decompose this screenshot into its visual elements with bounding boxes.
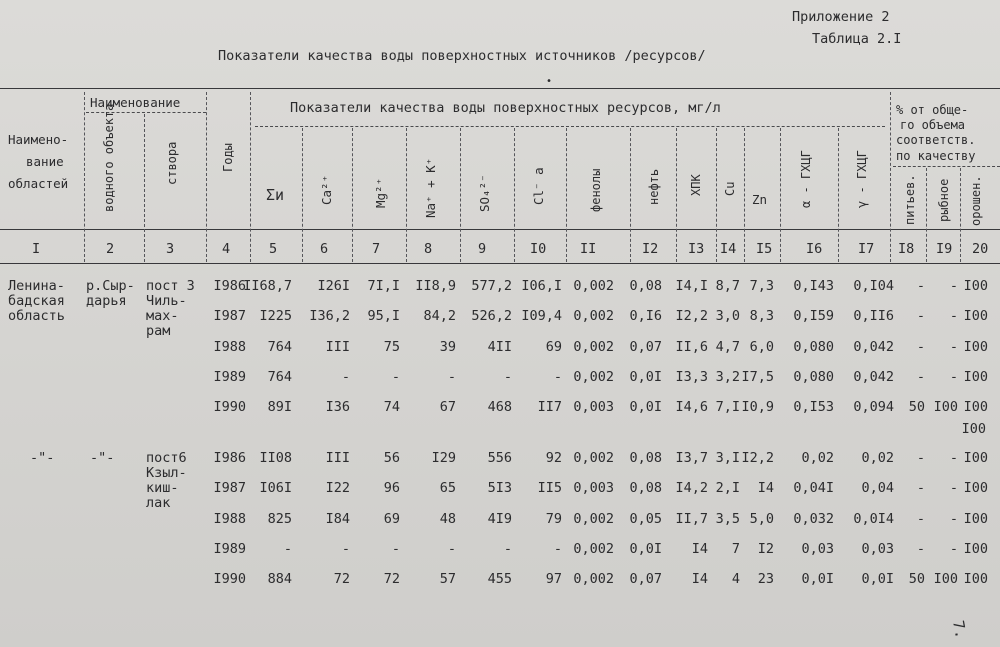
col18-header: питьев. <box>903 174 917 225</box>
col-sep <box>514 128 515 262</box>
value-cell: 95,I <box>367 308 400 325</box>
value-cell: I00 <box>963 278 988 294</box>
col-sep <box>676 128 677 262</box>
col-sep <box>838 128 839 262</box>
value-cell: 0,I53 <box>793 399 834 416</box>
value-cell: 0,003 <box>573 399 614 416</box>
col-sep <box>302 128 303 262</box>
value-cell: I3,7 <box>675 450 708 466</box>
column-number: I <box>32 241 41 257</box>
col-sep <box>744 128 745 262</box>
value-cell: 4,7 <box>715 338 740 355</box>
value-cell: I4,2 <box>675 480 708 497</box>
numbers-bottom-rule <box>0 263 1000 264</box>
value-cell: I7,5 <box>741 368 774 385</box>
value-cell: 0,002 <box>573 278 614 294</box>
value-cell: I00 <box>933 399 958 416</box>
value-cell: - <box>447 368 456 385</box>
water-ditto: -"- <box>90 450 115 466</box>
value-cell: 97 <box>545 571 562 588</box>
percent-header-line3: соответств. <box>896 133 976 147</box>
value-cell: I29 <box>431 450 456 466</box>
quality-group-header: Показатели качества воды поверхностных ресурсов, мг/л <box>290 100 721 116</box>
col9-header: SO₄²⁻ <box>477 174 492 212</box>
value-cell: I00 <box>963 308 988 325</box>
value-cell: - <box>391 540 400 557</box>
value-cell: 0,080 <box>793 368 834 385</box>
value-cell: 0,032 <box>793 510 834 527</box>
station2-name-line2: Кзыл- <box>146 465 187 481</box>
station-name-line4: рам <box>146 323 171 339</box>
value-cell: 56 <box>383 450 400 466</box>
value-cell: 65 <box>439 480 456 497</box>
value-cell: I4,I <box>675 278 708 294</box>
value-cell: 0,I43 <box>793 278 834 294</box>
value-cell: 8,7 <box>715 278 740 294</box>
value-cell: 23 <box>757 571 774 588</box>
value-cell: II5 <box>537 480 562 497</box>
value-cell: 0,04 <box>861 480 894 497</box>
col-sep <box>206 92 207 262</box>
value-cell: 0,094 <box>853 399 894 416</box>
value-cell: 50 <box>908 571 925 588</box>
value-cell: I84 <box>325 510 350 527</box>
value-cell: I4 <box>691 571 708 588</box>
station2-name-line3: киш- <box>146 480 179 496</box>
value-cell: 3,5 <box>715 510 740 527</box>
value-cell: - <box>341 368 350 385</box>
column-number: 4 <box>222 241 231 257</box>
col-sep <box>84 92 85 262</box>
value-cell: 5,0 <box>749 510 774 527</box>
value-cell: 0,002 <box>573 450 614 466</box>
value-cell: 0,08 <box>629 480 662 497</box>
column-number: I4 <box>720 241 737 257</box>
value-cell: 69 <box>545 338 562 355</box>
value-cell: I3,3 <box>675 368 708 385</box>
value-cell: 884 <box>267 571 292 588</box>
stray-mark: • <box>546 76 553 87</box>
value-cell: 0,II6 <box>853 308 894 325</box>
value-cell: 0,0I <box>629 399 662 416</box>
value-cell: - <box>916 308 925 325</box>
value-cell: 0,08 <box>629 278 662 294</box>
value-cell: 69 <box>383 510 400 527</box>
value-cell: 0,0I <box>801 571 834 588</box>
value-cell: 4II <box>487 338 512 355</box>
value-cell: 74 <box>383 399 400 416</box>
value-cell: - <box>503 368 512 385</box>
value-cell: 0,002 <box>573 540 614 557</box>
value-cell: 0,042 <box>853 368 894 385</box>
value-cell: I06,I <box>521 278 562 294</box>
value-cell: 7,I <box>715 399 740 416</box>
station2-name-line4: лак <box>146 495 171 511</box>
water-name-line2: дарья <box>86 293 127 309</box>
percent-header-line1: % от обще- <box>896 103 969 117</box>
value-cell: - <box>916 480 925 497</box>
table-number: Таблица 2.I <box>812 31 902 47</box>
value-cell: 0,0I <box>629 368 662 385</box>
col10-header: Cl⁻ а <box>531 167 546 205</box>
value-cell: I22 <box>325 480 350 497</box>
year-cell: I990 <box>213 399 246 416</box>
value-cell: 5I3 <box>487 480 512 497</box>
col1-header-line1: Наимено- <box>8 132 69 147</box>
col-sep <box>250 92 251 262</box>
value-cell: 7,3 <box>749 278 774 294</box>
value-cell: 0,0I <box>861 571 894 588</box>
column-number: I0 <box>530 241 547 257</box>
col13-header: ХПК <box>689 174 703 196</box>
value-cell: I00 <box>963 540 988 557</box>
value-cell: - <box>391 368 400 385</box>
value-cell: 526,2 <box>471 308 512 325</box>
value-cell: II08 <box>259 450 292 466</box>
value-cell: - <box>949 510 958 527</box>
extra-value: I00 <box>961 421 986 437</box>
value-cell: 0,03 <box>861 540 894 557</box>
col7-header: Mg²⁺ <box>373 177 388 208</box>
value-cell: - <box>503 540 512 557</box>
value-cell: II7 <box>537 399 562 416</box>
value-cell: 3,I <box>715 450 740 466</box>
value-cell: 577,2 <box>471 278 512 294</box>
value-cell: - <box>916 338 925 355</box>
value-cell: 72 <box>333 571 350 588</box>
value-cell: 67 <box>439 399 456 416</box>
value-cell: - <box>283 540 292 557</box>
value-cell: 0,08 <box>629 450 662 466</box>
col1-header-line3: областей <box>8 176 69 191</box>
appendix-label: Приложение 2 <box>792 9 890 25</box>
col-sep <box>960 168 961 262</box>
column-number: I6 <box>806 241 823 257</box>
col4-header: Годы <box>221 143 235 172</box>
value-cell: 3,2 <box>715 368 740 385</box>
value-cell: 48 <box>439 510 456 527</box>
column-number: 6 <box>320 241 329 257</box>
value-cell: 764 <box>267 338 292 355</box>
column-number: I8 <box>898 241 915 257</box>
value-cell: I00 <box>963 399 988 416</box>
value-cell: I00 <box>963 510 988 527</box>
region-ditto: -"- <box>30 450 55 466</box>
col19-header: рыбное <box>937 178 951 222</box>
value-cell: 0,I04 <box>853 278 894 294</box>
year-cell: I988 <box>213 338 246 355</box>
value-cell: 50 <box>908 399 925 416</box>
col-sep <box>406 128 407 262</box>
value-cell: - <box>949 480 958 497</box>
column-number: I5 <box>756 241 773 257</box>
value-cell: - <box>341 540 350 557</box>
station-name-line1: пост 3 <box>146 278 195 294</box>
col-sep <box>352 128 353 262</box>
column-number: 5 <box>269 241 278 257</box>
value-cell: 0,003 <box>573 480 614 497</box>
column-number: 2 <box>106 241 115 257</box>
year-cell: I990 <box>213 571 246 588</box>
col20-header: орошен. <box>969 175 983 226</box>
value-cell: 825 <box>267 510 292 527</box>
col-sep <box>716 128 717 262</box>
value-cell: - <box>949 308 958 325</box>
value-cell: 39 <box>439 338 456 355</box>
value-cell: 0,042 <box>853 338 894 355</box>
value-cell: I2,2 <box>741 450 774 466</box>
value-cell: I00 <box>963 450 988 466</box>
column-number: 7 <box>372 241 381 257</box>
percent-header-line4: по качеству <box>896 149 976 163</box>
region-name-line2: бадская <box>8 293 65 309</box>
header-bottom-rule <box>0 229 1000 230</box>
value-cell: I09,4 <box>521 308 562 325</box>
value-cell: 92 <box>545 450 562 466</box>
value-cell: 0,002 <box>573 338 614 355</box>
value-cell: 0,07 <box>629 571 662 588</box>
col5-header: Σи <box>266 186 285 204</box>
value-cell: I00 <box>963 368 988 385</box>
value-cell: I00 <box>963 338 988 355</box>
year-cell: I989 <box>213 540 246 557</box>
value-cell: 455 <box>487 571 512 588</box>
col1-header-line2: вание <box>26 154 64 169</box>
value-cell: 0,05 <box>629 510 662 527</box>
col6-header: Ca²⁺ <box>319 174 334 205</box>
value-cell: - <box>949 368 958 385</box>
value-cell: 0,I6 <box>629 308 662 325</box>
value-cell: II68,7 <box>243 278 292 294</box>
value-cell: - <box>916 368 925 385</box>
station-name-line2: Чиль- <box>146 293 187 309</box>
value-cell: 468 <box>487 399 512 416</box>
value-cell: 0,03 <box>801 540 834 557</box>
col-sep <box>890 92 891 262</box>
value-cell: 79 <box>545 510 562 527</box>
station-name-line3: мах- <box>146 308 179 324</box>
station2-name-line1: пост6 <box>146 450 187 466</box>
col-sep <box>566 128 567 262</box>
region-name-line3: область <box>8 308 65 324</box>
value-cell: - <box>447 540 456 557</box>
water-name-line1: р.Сыр- <box>86 278 135 294</box>
percent-header-line2: го объема <box>900 118 966 132</box>
col-sep <box>926 168 927 262</box>
value-cell: I2,2 <box>675 308 708 325</box>
value-cell: I00 <box>933 571 958 588</box>
value-cell: 57 <box>439 571 456 588</box>
table-top-rule <box>0 88 1000 89</box>
col8-header: Na⁺ + K⁺ <box>423 157 438 218</box>
value-cell: 0,002 <box>573 510 614 527</box>
value-cell: 3,0 <box>715 308 740 325</box>
value-cell: 7 <box>731 540 740 557</box>
year-cell: I986 <box>213 450 246 466</box>
value-cell: 96 <box>383 480 400 497</box>
column-number: I2 <box>642 241 659 257</box>
page-title: Показатели качества воды поверхностных источников /ресурсов/ <box>218 48 706 64</box>
value-cell: I00 <box>963 480 988 497</box>
value-cell: 7I,I <box>367 278 400 294</box>
value-cell: 84,2 <box>423 308 456 325</box>
value-cell: I4 <box>691 540 708 557</box>
col14-header: Cu <box>723 181 737 196</box>
value-cell: II,6 <box>675 338 708 355</box>
value-cell: 89I <box>267 399 292 416</box>
column-number: I7 <box>858 241 875 257</box>
value-cell: 0,I59 <box>793 308 834 325</box>
col-sep <box>460 128 461 262</box>
year-cell: I989 <box>213 368 246 385</box>
col16-header: α - ГХЦГ <box>799 150 813 208</box>
value-cell: 0,002 <box>573 571 614 588</box>
quality-group-rule <box>255 126 885 127</box>
value-cell: 556 <box>487 450 512 466</box>
value-cell: I26I <box>317 278 350 294</box>
value-cell: 0,0I <box>629 540 662 557</box>
value-cell: 4 <box>731 571 740 588</box>
value-cell: III <box>325 450 350 466</box>
value-cell: I00 <box>963 571 988 588</box>
value-cell: I0,9 <box>741 399 774 416</box>
value-cell: - <box>949 540 958 557</box>
col-sep <box>630 128 631 262</box>
value-cell: - <box>553 368 562 385</box>
col3-header: створа <box>165 141 179 185</box>
value-cell: I2 <box>757 540 774 557</box>
value-cell: - <box>553 540 562 557</box>
value-cell: 0,080 <box>793 338 834 355</box>
col2-header: водного объекта <box>102 103 116 212</box>
value-cell: II,7 <box>675 510 708 527</box>
col17-header: γ - ГХЦГ <box>855 150 869 208</box>
value-cell: - <box>916 510 925 527</box>
value-cell: 764 <box>267 368 292 385</box>
value-cell: 0,0I4 <box>853 510 894 527</box>
value-cell: - <box>916 540 925 557</box>
region-name-line1: Ленина- <box>8 278 65 294</box>
value-cell: - <box>916 278 925 294</box>
value-cell: I225 <box>259 308 292 325</box>
col15-header: Zn <box>752 192 768 207</box>
value-cell: III <box>325 338 350 355</box>
column-number: 9 <box>478 241 487 257</box>
column-number: 20 <box>972 241 989 257</box>
value-cell: I4,6 <box>675 399 708 416</box>
value-cell: - <box>916 450 925 466</box>
value-cell: - <box>949 450 958 466</box>
value-cell: I4 <box>757 480 774 497</box>
year-cell: I987 <box>213 480 246 497</box>
value-cell: 2,I <box>715 480 740 497</box>
column-number: I9 <box>936 241 953 257</box>
column-number: 3 <box>166 241 175 257</box>
value-cell: - <box>949 338 958 355</box>
value-cell: I36 <box>325 399 350 416</box>
value-cell: II8,9 <box>415 278 456 294</box>
year-cell: I987 <box>213 308 246 325</box>
value-cell: 0,002 <box>573 308 614 325</box>
value-cell: 0,04I <box>793 480 834 497</box>
col11-header: фенолы <box>589 168 603 212</box>
value-cell: 72 <box>383 571 400 588</box>
value-cell: 0,07 <box>629 338 662 355</box>
value-cell: 75 <box>383 338 400 355</box>
margin-note: 7. <box>949 618 970 640</box>
percent-group-rule <box>893 166 1000 167</box>
value-cell: 0,02 <box>861 450 894 466</box>
col-sep <box>144 114 145 262</box>
value-cell: 4I9 <box>487 510 512 527</box>
year-cell: I988 <box>213 510 246 527</box>
column-number: II <box>580 241 597 257</box>
column-number: I3 <box>688 241 705 257</box>
value-cell: 0,02 <box>801 450 834 466</box>
year-cell: I986 <box>213 278 246 294</box>
value-cell: I06I <box>259 480 292 497</box>
value-cell: - <box>949 278 958 294</box>
column-number: 8 <box>424 241 433 257</box>
name-group-header: Наименование <box>90 95 181 110</box>
value-cell: 6,0 <box>749 338 774 355</box>
value-cell: 8,3 <box>749 308 774 325</box>
value-cell: 0,002 <box>573 368 614 385</box>
value-cell: I36,2 <box>309 308 350 325</box>
col12-header: нефть <box>647 168 661 205</box>
col-sep <box>780 128 781 262</box>
